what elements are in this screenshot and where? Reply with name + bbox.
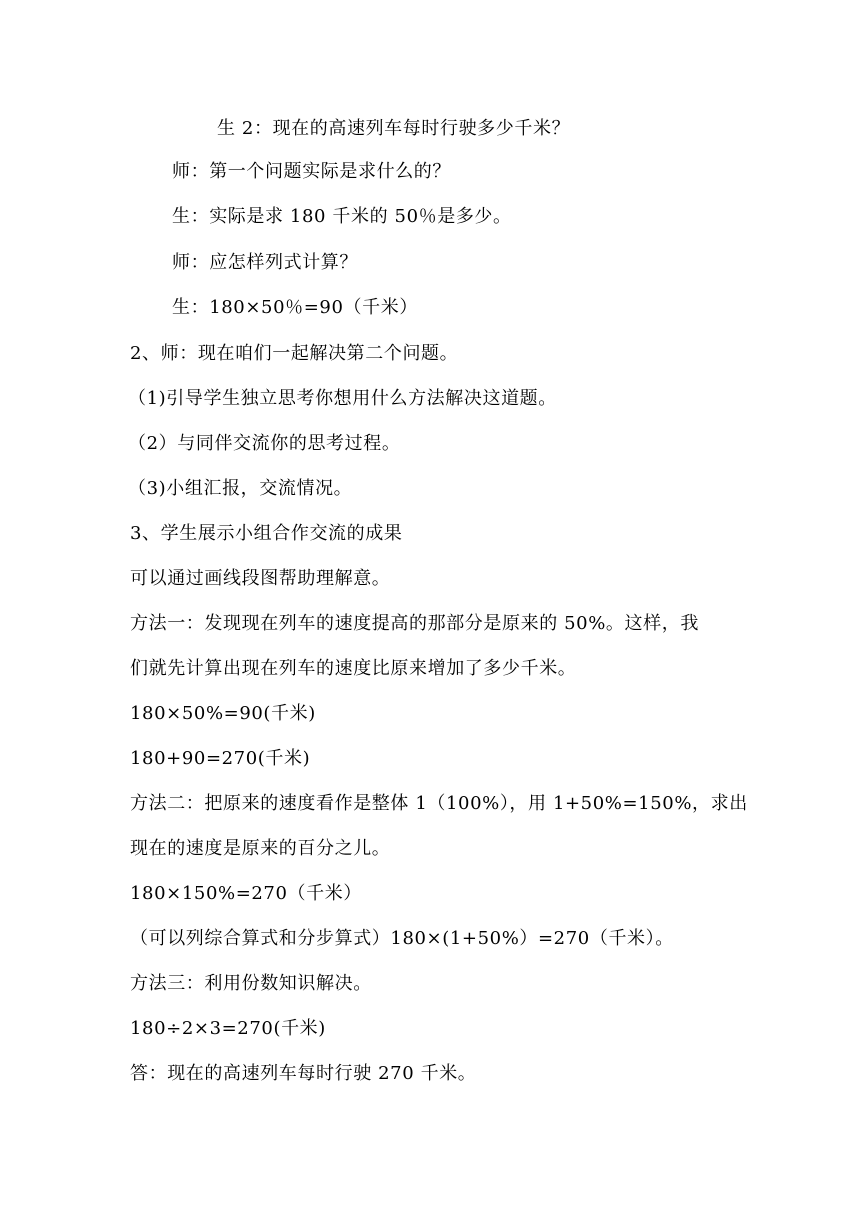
dialogue-line-teacher-how-to-calc: 师：应怎样列式计算？ bbox=[172, 252, 358, 273]
method-2-line-2: 现在的速度是原来的百分之儿。 bbox=[130, 838, 391, 859]
method-2-calc: 180×150%=270（千米） bbox=[130, 883, 362, 904]
method-2-note: （可以列综合算式和分步算式）180×(1+50%）=270（千米）。 bbox=[130, 928, 674, 949]
dialogue-line-teacher-first-question: 师：第一个问题实际是求什么的？ bbox=[172, 161, 451, 182]
method-2-line-1: 方法二：把原来的速度看作是整体 1（100%），用 1+50%=150%，求出 bbox=[130, 793, 748, 814]
dialogue-line-student-formula: 生：180×50％=90（千米） bbox=[172, 297, 418, 318]
method-3-calc: 180÷2×3=270(千米) bbox=[130, 1018, 326, 1039]
section-3-heading: 3、学生展示小组合作交流的成果 bbox=[130, 523, 403, 544]
method-3-heading: 方法三：利用份数知识解决。 bbox=[130, 973, 372, 994]
method-1-calc-2: 180+90=270(千米) bbox=[130, 748, 311, 769]
final-answer: 答：现在的高速列车每时行驶 270 千米。 bbox=[130, 1063, 477, 1084]
step-2-text: （2）与同伴交流你的思考过程。 bbox=[128, 433, 401, 454]
line-diagram-hint: 可以通过画线段图帮助理解意。 bbox=[130, 568, 391, 589]
method-1-line-2: 们就先计算出现在列车的速度比原来增加了多少千米。 bbox=[130, 658, 577, 679]
dialogue-line-student2-question: 生 2：现在的高速列车每时行驶多少千米？ bbox=[217, 118, 571, 139]
method-1-line-1: 方法一：发现现在列车的速度提高的那部分是原来的 50%。这样，我 bbox=[130, 613, 699, 634]
step-1-text: （1)引导学生独立思考你想用什么方法解决这道题。 bbox=[128, 388, 557, 409]
step-3-text: （3)小组汇报，交流情况。 bbox=[128, 478, 353, 499]
dialogue-line-student-answer: 生：实际是求 180 千米的 50％是多少。 bbox=[172, 206, 512, 227]
section-2-heading: 2、师：现在咱们一起解决第二个问题。 bbox=[130, 343, 459, 364]
method-1-calc-1: 180×50%=90(千米) bbox=[130, 703, 316, 724]
